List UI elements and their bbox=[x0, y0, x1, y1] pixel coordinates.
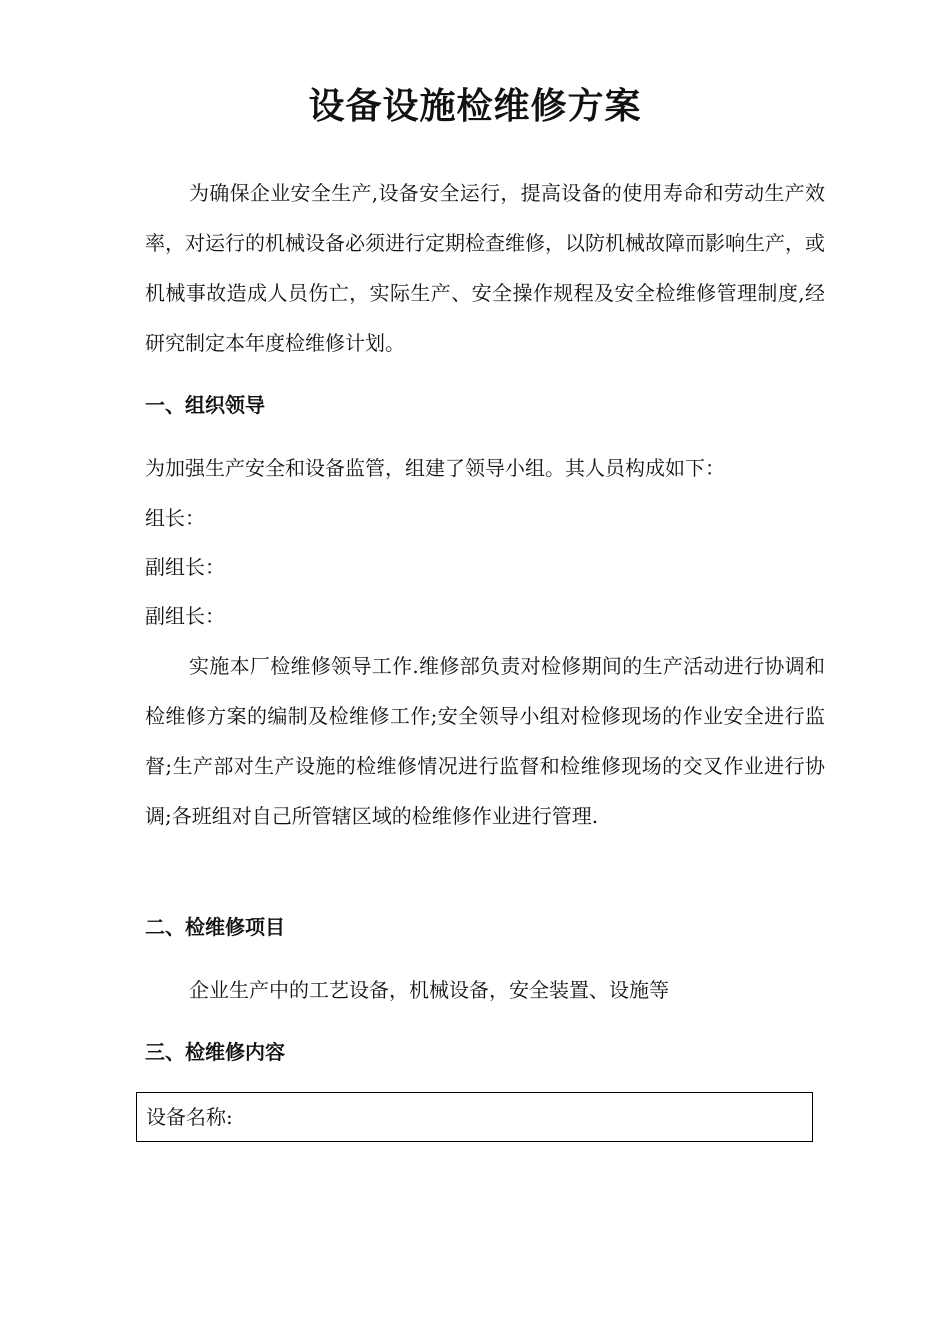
intro-paragraph: 为确保企业安全生产,设备安全运行，提高设备的使用寿命和劳动生产效率，对运行的机械设备必须进行定期检查维修，以防机械故障而影响生产，或机械事故造成人员伤亡，实际生产、安全操作规程及安全检维修管理制度,经研究制定本年度检维修计划。 bbox=[145, 181, 825, 355]
document-title: 设备设施检维修方案 bbox=[308, 86, 642, 127]
deputy-leader-label: 副组长： bbox=[145, 555, 225, 579]
duties-paragraph: 实施本厂检维修领导工作.维修部负责对检修期间的生产活动进行协调和检维修方案的编制及检维修工作;安全领导小组对检修现场的作业安全进行监督;生产部对生产设施的检维修情况进行监督和检维修现场的交叉作业进行协调;各班组对自己所管辖区域的检维修作业进行管理. bbox=[145, 654, 825, 828]
leader-label: 组长： bbox=[145, 506, 205, 530]
deputy-leader-label-2: 副组长： bbox=[145, 604, 225, 628]
equipment-table bbox=[136, 1092, 813, 1142]
equipment-name-label: 设备名称: bbox=[146, 1105, 233, 1129]
section-heading-items: 二、检维修项目 bbox=[145, 915, 285, 939]
items-text: 企业生产中的工艺设备，机械设备，安全装置、设施等 bbox=[189, 978, 669, 1002]
section-heading-content: 三、检维修内容 bbox=[145, 1040, 285, 1064]
organization-intro: 为加强生产安全和设备监管，组建了领导小组。其人员构成如下： bbox=[145, 456, 725, 480]
section-heading-organization: 一、组织领导 bbox=[145, 393, 265, 417]
